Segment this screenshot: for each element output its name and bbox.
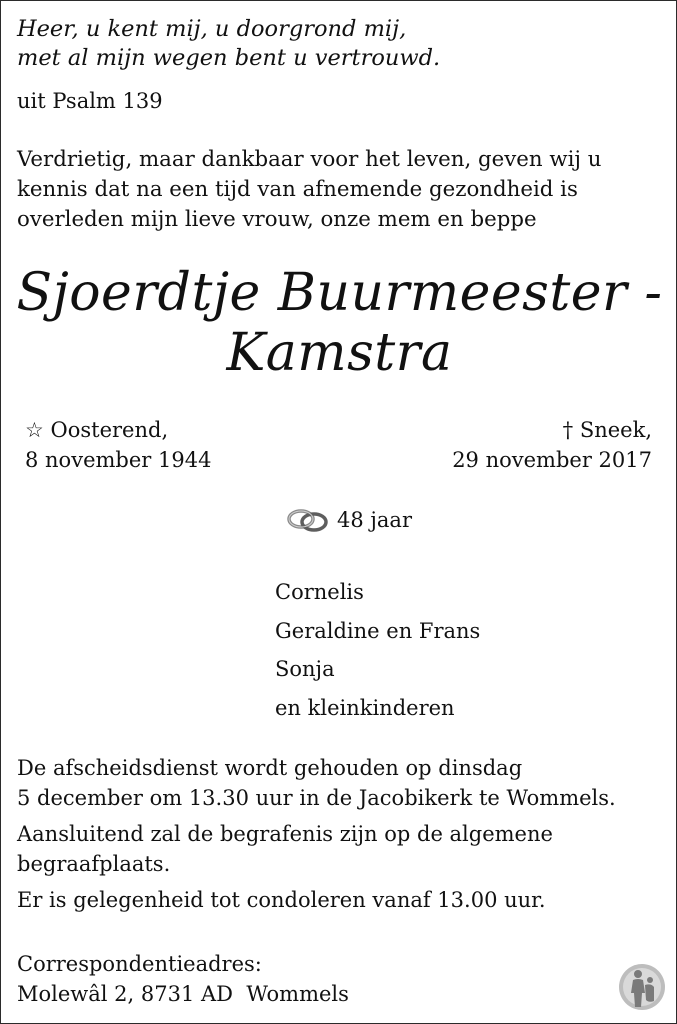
intro-line: kennis dat na een tijd van afnemende gezondheid is [17, 177, 578, 202]
birth-info [25, 415, 211, 475]
family-member: Cornelis [275, 580, 364, 604]
marriage-years: 48 jaar [337, 508, 412, 532]
death-place: Sneek, [579, 418, 652, 442]
birth-place-line [25, 415, 211, 445]
quote-source: uit Psalm 139 [17, 89, 163, 113]
undertaker-logo-icon [618, 963, 666, 1011]
correspondence-label: Correspondentieadres: [17, 952, 262, 976]
service-paragraph [17, 753, 616, 813]
wedding-rings-icon [285, 506, 331, 534]
quote-line: met al mijn wegen bent u vertrouwd. [17, 45, 441, 71]
quote-line: Heer, u kent mij, u doorgrond mij, [17, 16, 407, 42]
intro-line: overleden mijn lieve vrouw, onze mem en beppe [17, 207, 537, 232]
intro-text [17, 145, 602, 235]
star-icon: ☆ [25, 418, 44, 442]
death-info [452, 415, 652, 475]
death-date: 29 november 2017 [452, 448, 652, 472]
burial-line: Aansluitend zal de begrafenis zijn op de algemene [17, 822, 553, 846]
birth-place: Oosterend, [50, 418, 169, 442]
name-line: Sjoerdtje Buurmeester - [16, 263, 663, 323]
birth-date: 8 november 1944 [25, 448, 212, 472]
death-place-line [452, 415, 652, 445]
psalm-quote [17, 15, 440, 73]
family-member: Geraldine en Frans [275, 618, 481, 643]
marriage-duration [285, 505, 412, 535]
condolence-paragraph: Er is gelegenheid tot condoleren vanaf 13.00 uur. [17, 888, 546, 912]
correspondence-value: Molewâl 2, 8731 AD Wommels [17, 982, 349, 1006]
service-line: 5 december om 13.30 uur in de Jacobikerk te Wommels. [17, 786, 616, 810]
burial-line: begraafplaats. [17, 852, 171, 876]
family-member: en kleinkinderen [275, 696, 455, 721]
name-line: Kamstra [226, 323, 453, 383]
cross-icon: † [562, 418, 574, 442]
service-line: De afscheidsdienst wordt gehouden op dinsdag [17, 756, 523, 780]
service-details [17, 753, 616, 915]
correspondence-address [17, 949, 349, 1009]
family-list [275, 573, 480, 728]
intro-line: Verdrietig, maar dankbaar voor het leven, geven wij u [17, 147, 602, 172]
burial-paragraph [17, 819, 616, 879]
family-member: Sonja [275, 657, 335, 682]
deceased-name [1, 263, 677, 383]
